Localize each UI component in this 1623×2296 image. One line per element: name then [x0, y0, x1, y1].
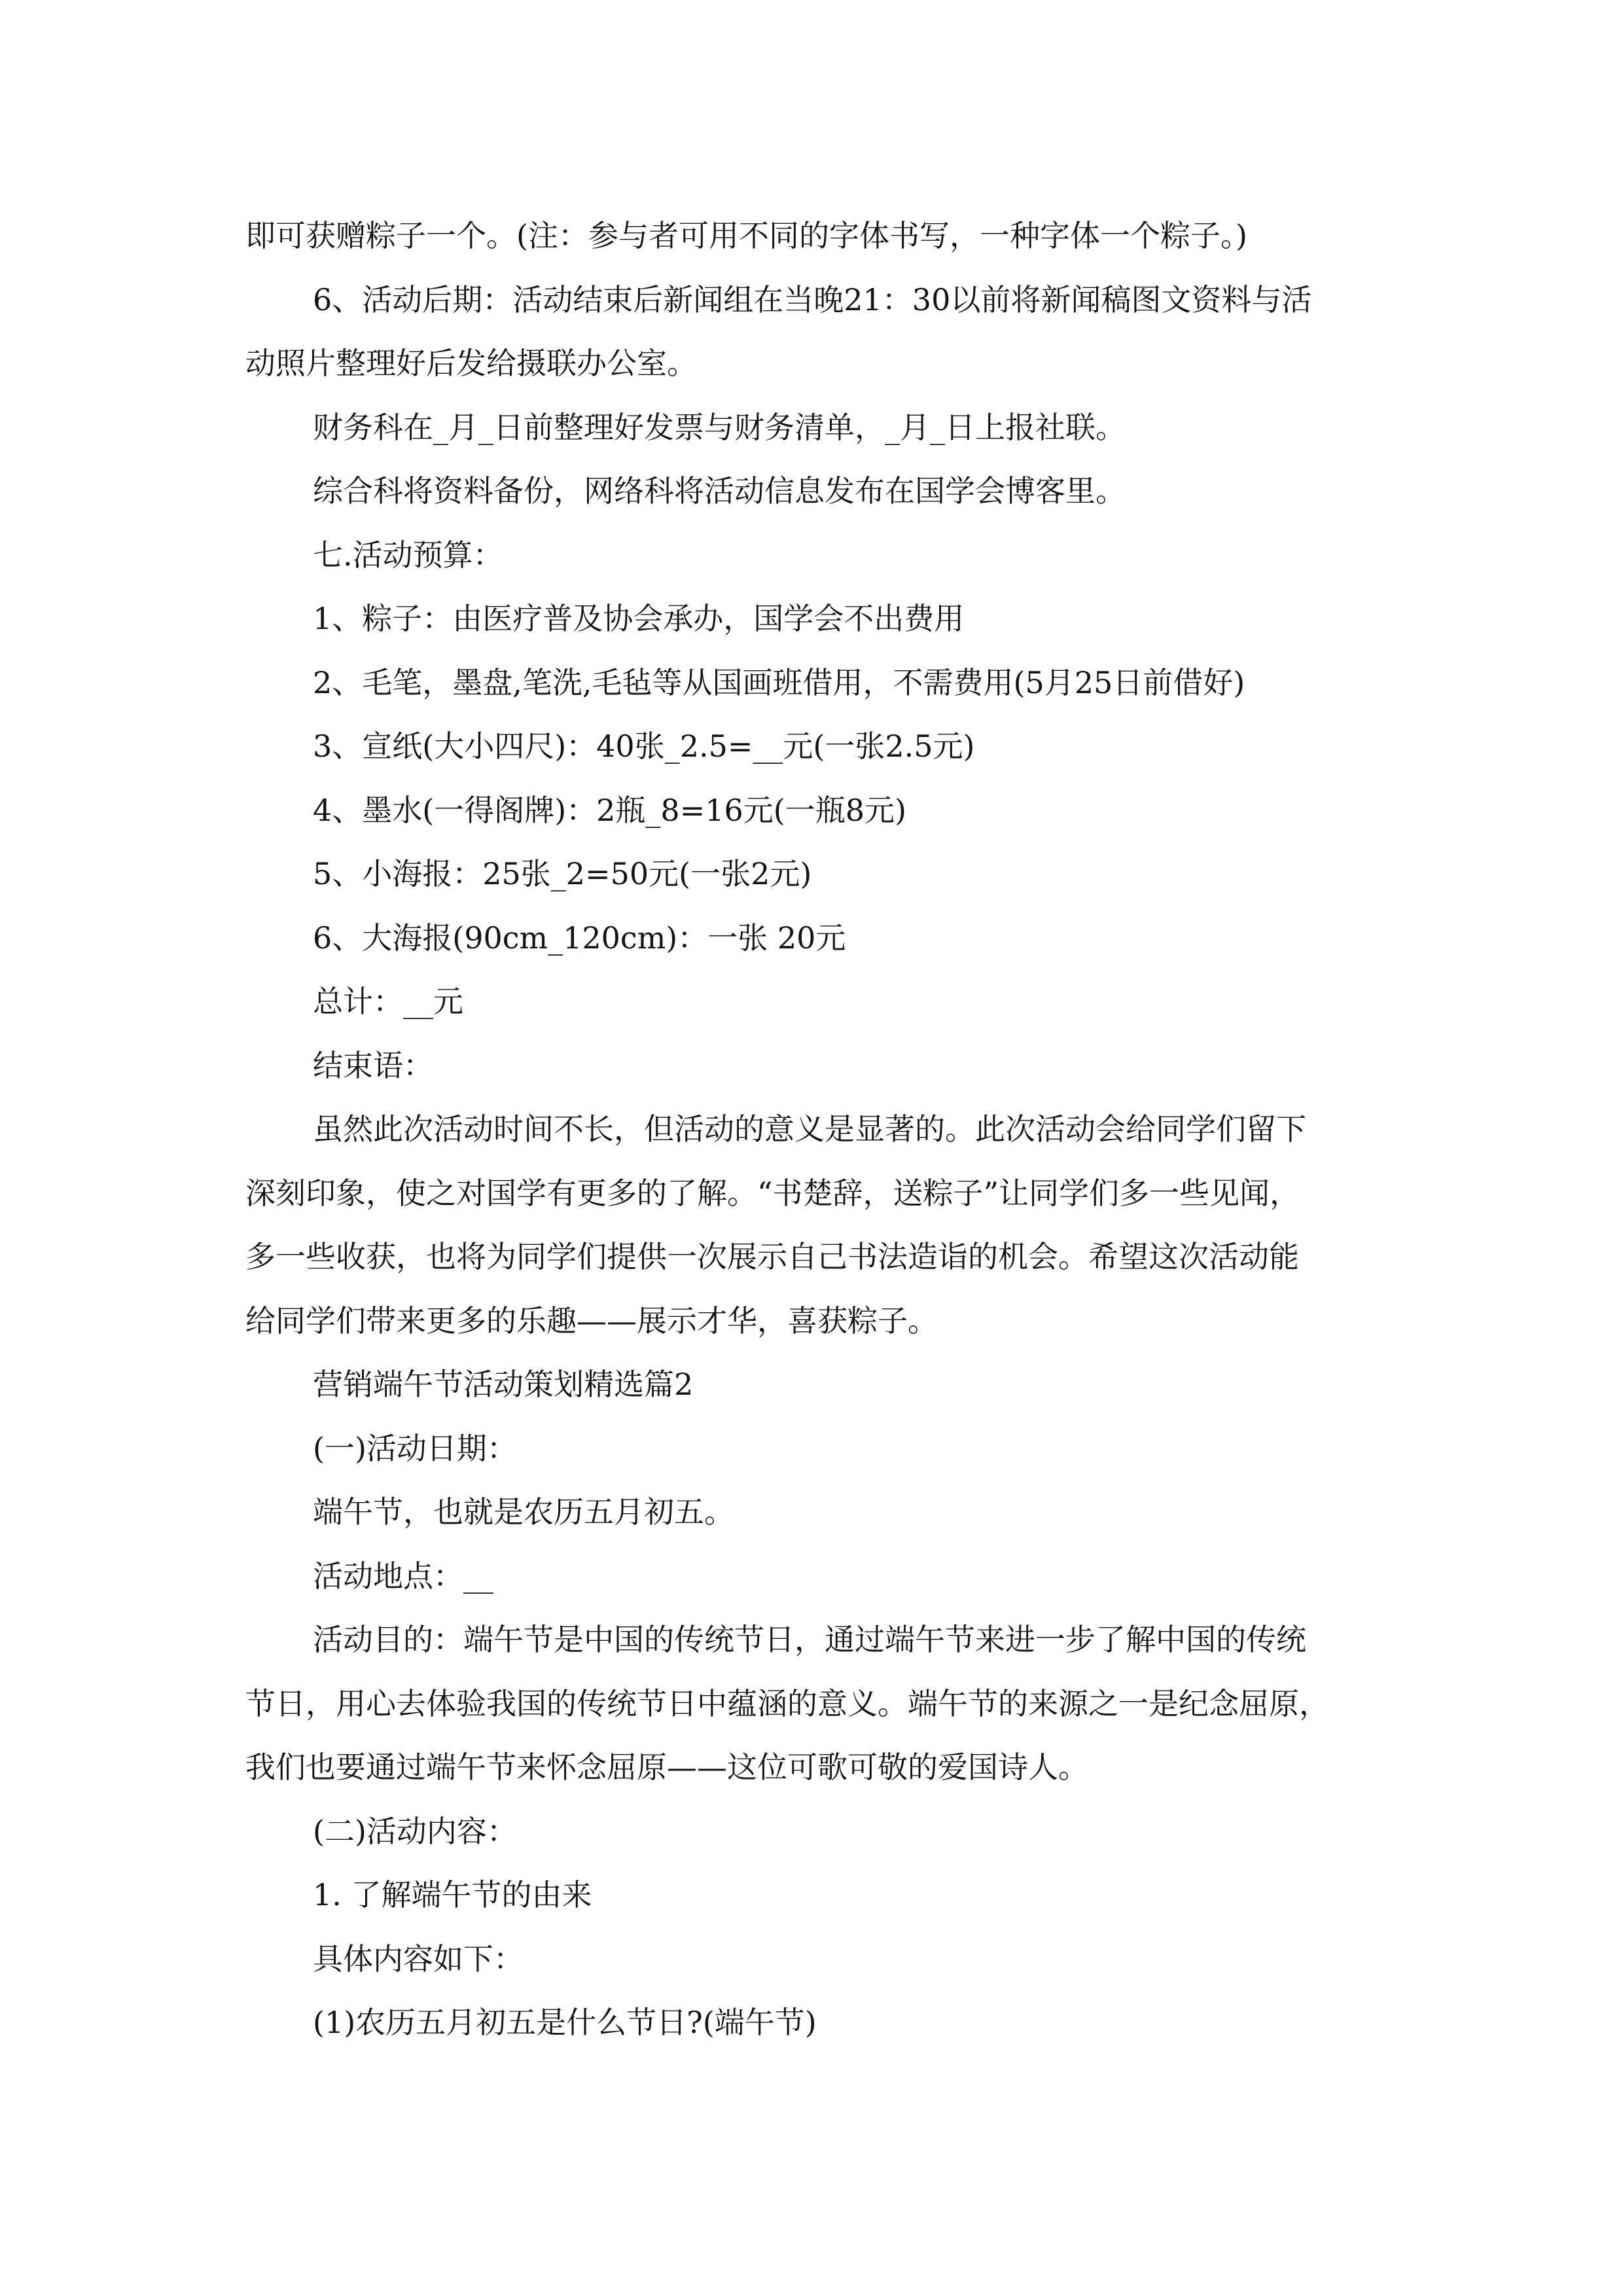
budget-item: 1、粽子：由医疗普及协会承办，国学会不出费用 [313, 601, 965, 636]
text-line: 综合科将资料备份，网络科将活动信息发布在国学会博客里。 [313, 473, 1126, 509]
text-line: 活动目的：端午节是中国的传统节日，通过端午节来进一步了解中国的传统 [313, 1622, 1306, 1657]
section-heading: (一)活动日期： [313, 1430, 517, 1466]
text-line: 6、活动后期：活动结束后新闻组在当晚21：30以前将新闻稿图文资料与活 [313, 281, 1312, 317]
section-heading: 七.活动预算： [313, 537, 503, 573]
section-heading: (二)活动内容： [313, 1813, 517, 1849]
list-item: (1)农历五月初五是什么节日?(端午节) [313, 2005, 817, 2040]
budget-item: 4、墨水(一得阁牌)：2瓶_8=16元(一瓶8元) [313, 792, 906, 828]
text-line: 虽然此次活动时间不长，但活动的意义是显著的。此次活动会给同学们留下 [313, 1111, 1306, 1147]
text-line: 给同学们带来更多的乐趣——展示才华，喜获粽子。 [245, 1302, 938, 1338]
budget-item: 2、毛笔，墨盘,笔洗,毛毡等从国画班借用，不需费用(5月25日前借好) [313, 664, 1245, 700]
text-line: 多一些收获，也将为同学们提供一次展示自己书法造诣的机会。希望这次活动能 [245, 1239, 1299, 1274]
text-line: 深刻印象，使之对国学有更多的了解。“书楚辞，送粽子”让同学们多一些见闻， [245, 1175, 1300, 1211]
text-line: 即可获赠粽子一个。(注：参与者可用不同的字体书写，一种字体一个粽子。) [245, 218, 1247, 253]
text-line: 活动地点：__ [313, 1558, 493, 1594]
text-line: 动照片整理好后发给摄联办公室。 [245, 346, 697, 381]
text-line: 节日，用心去体验我国的传统节日中蕴涵的意义。端午节的来源之一是纪念屈原， [245, 1685, 1329, 1721]
budget-item: 3、宣纸(大小四尺)：40张_2.5=__元(一张2.5元) [313, 728, 975, 764]
list-item: 1. 了解端午节的由来 [313, 1877, 592, 1912]
budget-item: 6、大海报(90cm_120cm)：一张 20元 [313, 920, 846, 956]
budget-item: 5、小海报：25张_2=50元(一张2元) [313, 856, 812, 891]
document-body [245, 204, 1394, 2055]
text-line: 财务科在_月_日前整理好发票与财务清单，_月_日上报社联。 [313, 409, 1126, 445]
text-line: 具体内容如下： [313, 1941, 524, 1977]
section-heading: 结束语： [313, 1047, 433, 1083]
text-line: 端午节，也就是农历五月初五。 [313, 1494, 734, 1530]
text-line: 我们也要通过端午节来怀念屈原——这位可歌可敬的爱国诗人。 [245, 1749, 1088, 1785]
budget-total: 总计：__元 [313, 984, 463, 1019]
article-title: 营销端午节活动策划精选篇2 [313, 1367, 694, 1402]
